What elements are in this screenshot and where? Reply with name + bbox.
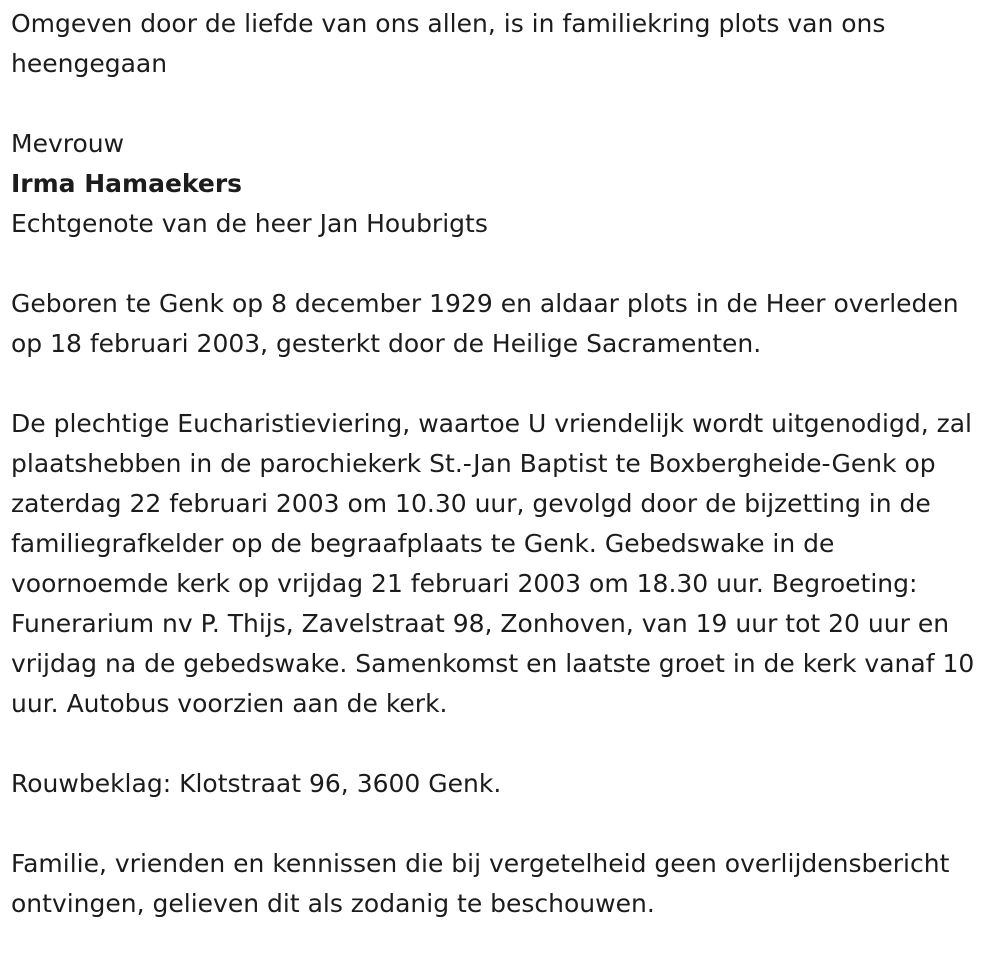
spouse-line: Echtgenote van de heer Jan Houbrigts — [11, 209, 488, 238]
condolences-address: Rouwbeklag: Klotstraat 96, 3600 Genk. — [11, 769, 502, 798]
closing-paragraph: Familie, vrienden en kennissen die bij vergetelheid geen overlijdensbericht ontvingen, gelieven dit als zodanig te beschouwen. — [11, 849, 950, 918]
obituary-notice — [11, 4, 991, 924]
ceremony-paragraph: De plechtige Eucharistieviering, waartoe U vriendelijk wordt uitgenodigd, zal plaatshebben in de parochiekerk St.-Jan Baptist te Boxbergheide-Genk op zaterdag 22 februari 2003 om 10.30 uur, gevolgd door de bijzetting in de familiegrafkelder op de begraafplaats te Genk. Gebedswake in de voornoemde kerk op vrijdag 21 februari 2003 om 18.30 uur. Begroeting: Funerarium nv P. Thijs, Zavelstraat 98, Zonhoven, van 19 uur tot 20 uur en vrijdag na de gebedswake. Samenkomst en laatste groet in de kerk vanaf 10 uur. Autobus voorzien aan de kerk. — [11, 409, 975, 718]
salutation: Mevrouw — [11, 129, 125, 158]
intro-paragraph: Omgeven door de liefde van ons allen, is in familiekring plots van ons heengegaan — [11, 9, 886, 78]
deceased-name: Irma Hamaekers — [11, 169, 243, 198]
birth-death-paragraph: Geboren te Genk op 8 december 1929 en aldaar plots in de Heer overleden op 18 februari 2003, gesterkt door de Heilige Sacramenten. — [11, 289, 959, 358]
